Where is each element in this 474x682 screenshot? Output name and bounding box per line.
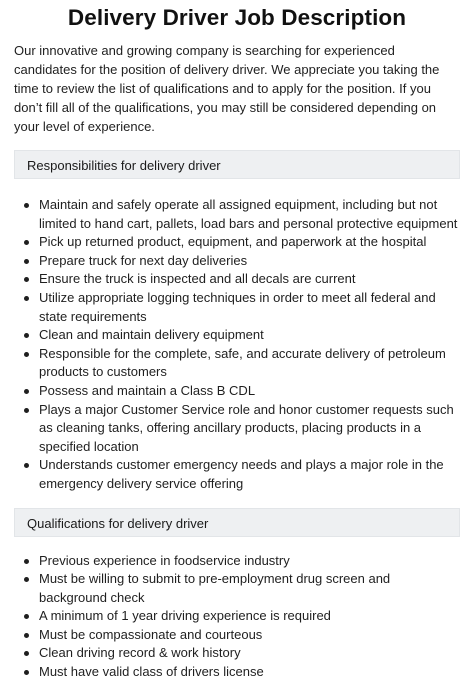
page-title: Delivery Driver Job Description [67,5,407,30]
qualification-item [14,644,460,663]
bullet-icon [24,296,29,301]
qualification-item [14,552,460,571]
responsibility-text: Responsible for the complete, safe, and accurate delivery of petroleum products to customers [39,345,446,380]
responsibility-item [14,326,460,345]
responsibility-text: Ensure the truck is inspected and all decals are current [39,271,356,287]
qualification-item [14,607,460,626]
bullet-icon [24,389,29,394]
responsibility-text: Plays a major Customer Service role and honor customer requests such as cleaning tanks, offering ancillary products, placing products in a specified location [39,401,454,454]
qualifications-header: Qualifications for delivery driver [14,508,460,537]
bullet-icon [24,352,29,357]
qualification-text: Must be compassionate and courteous [39,626,263,642]
responsibility-item [14,382,460,401]
responsibility-text: Clean and maintain delivery equipment [39,327,264,343]
qualification-text: A minimum of 1 year driving experience is required [39,608,331,624]
responsibility-item [14,456,460,493]
bullet-icon [24,614,29,619]
responsibility-text: Prepare truck for next day deliveries [39,252,248,268]
bullet-icon [24,333,29,338]
bullet-icon [24,203,29,208]
bullet-icon [24,651,29,656]
responsibility-item [14,252,460,271]
responsibilities-list [14,196,460,494]
bullet-icon [24,408,29,413]
qualifications-list [14,552,460,682]
bullet-icon [24,259,29,264]
qualification-text: Previous experience in foodservice industry [39,552,290,568]
responsibility-text: Pick up returned product, equipment, and paperwork at the hospital [39,234,427,250]
responsibilities-header: Responsibilities for delivery driver [14,150,460,179]
responsibility-item [14,270,460,289]
responsibility-text: Utilize appropriate logging techniques in order to meet all federal and state requirements [39,289,436,324]
qualification-text: Must be willing to submit to pre-employment drug screen and background check [39,571,391,605]
responsibility-text: Maintain and safely operate all assigned equipment, including but not limited to hand cart, pallets, load bars and personal protective equipment [39,197,458,231]
qualification-text: Must have valid class of drivers license [39,664,264,680]
responsibility-item [14,289,460,326]
bullet-icon [24,559,29,564]
bullet-icon [24,277,29,282]
bullet-icon [24,463,29,468]
qualification-item [14,570,460,607]
bullet-icon [24,240,29,245]
intro-paragraph: Our innovative and growing company is searching for experienced candidates for the position of delivery driver. We appreciate you taking the time to review the list of qualifications and to apply for the position. If you don’t fill all of the qualifications, you may still be considered depending on your level of experience. [14,43,440,134]
responsibility-item [14,401,460,457]
qualification-text: Clean driving record & work history [39,645,241,661]
qualification-item [14,626,460,645]
bullet-icon [24,670,29,675]
bullet-icon [24,633,29,638]
responsibility-item [14,196,460,233]
responsibility-text: Possess and maintain a Class B CDL [39,382,256,398]
responsibility-item [14,233,460,252]
responsibility-item [14,345,460,382]
qualification-item [14,663,460,682]
bullet-icon [24,577,29,582]
responsibility-text: Understands customer emergency needs and plays a major role in the emergency delivery service offering [39,457,444,491]
